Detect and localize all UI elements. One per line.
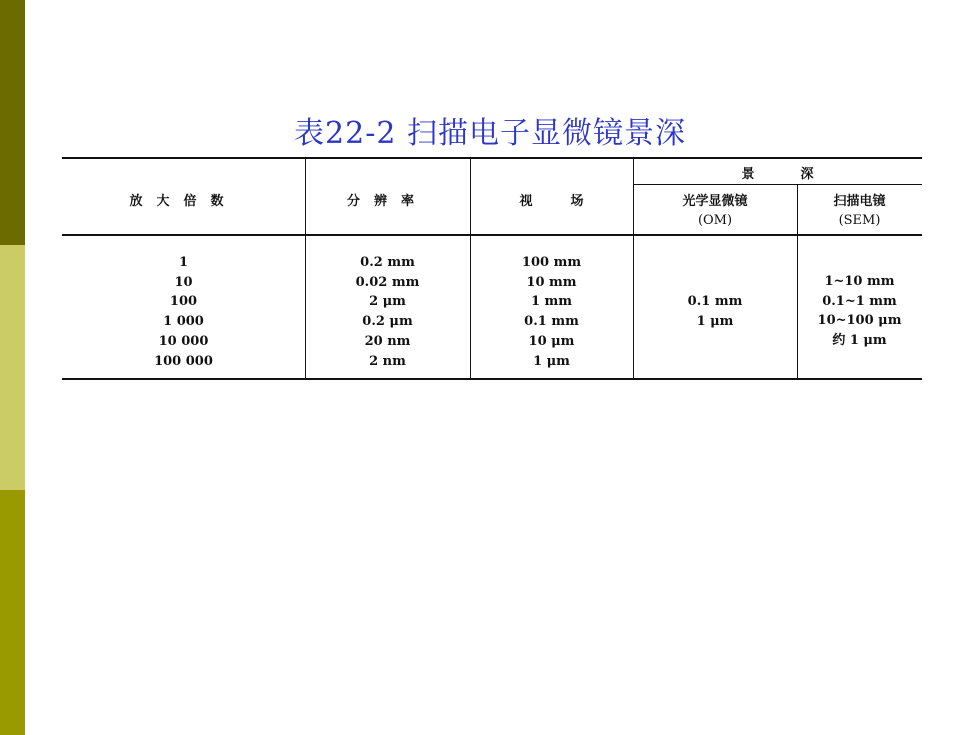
table-cell: 2 μm xyxy=(369,294,406,310)
column-resolution xyxy=(305,253,470,371)
table-cell: 10 mm xyxy=(526,274,577,290)
table-header-rule xyxy=(62,234,922,236)
table-cell: 1 mm xyxy=(530,294,573,310)
table-cell: 10 xyxy=(174,274,193,290)
table-cell: 1~10 mm xyxy=(824,274,895,289)
table-cell: 100 000 xyxy=(154,353,213,369)
column-om-depth xyxy=(633,292,797,331)
column-sem-depth xyxy=(797,272,922,351)
table-top-rule xyxy=(62,157,922,159)
column-field-of-view xyxy=(470,253,633,371)
header-sem: 扫描电镜 xyxy=(833,194,886,209)
table-cell: 10 000 xyxy=(158,333,209,349)
column-magnification xyxy=(62,253,305,371)
table-cell: 1 μm xyxy=(533,353,570,369)
table-cell: 0.1 mm xyxy=(687,294,743,309)
table-cell: 1 xyxy=(178,255,189,270)
header-om-abbr: (OM) xyxy=(697,213,733,228)
header-om: 光学显微镜 xyxy=(682,194,748,209)
table-cell: 约 1 μm xyxy=(832,333,887,349)
sidebar-band-light xyxy=(0,245,25,490)
table-cell: 0.1 mm xyxy=(524,314,579,330)
slide-title: 表22-2 扫描电子显微镜景深 xyxy=(294,116,686,151)
header-magnification: 放大倍数 xyxy=(129,194,238,209)
table-cell: 0.2 μm xyxy=(362,314,413,330)
depth-subheader-rule xyxy=(633,184,922,185)
table-bottom-rule xyxy=(62,378,922,380)
header-sem-abbr: (SEM) xyxy=(838,213,881,228)
table-cell: 20 nm xyxy=(364,333,411,349)
table-cell: 100 xyxy=(169,294,198,310)
header-resolution: 分辨率 xyxy=(346,194,428,209)
table-cell: 100 mm xyxy=(521,255,582,270)
table-cell: 1 000 xyxy=(163,314,204,330)
table-cell: 0.02 mm xyxy=(355,274,420,290)
depth-of-field-table xyxy=(62,157,922,382)
header-field-of-view: 视场 xyxy=(519,194,622,209)
table-cell: 2 nm xyxy=(369,353,406,369)
table-cell: 10 μm xyxy=(528,333,575,349)
table-cell: 0.1~1 mm xyxy=(822,293,897,309)
header-depth-of-field: 景深 xyxy=(741,167,860,182)
table-cell: 0.2 mm xyxy=(360,255,415,270)
table-cell: 1 μm xyxy=(696,313,734,329)
table-cell: 10~100 μm xyxy=(817,313,902,329)
sidebar-band-mid xyxy=(0,490,25,735)
